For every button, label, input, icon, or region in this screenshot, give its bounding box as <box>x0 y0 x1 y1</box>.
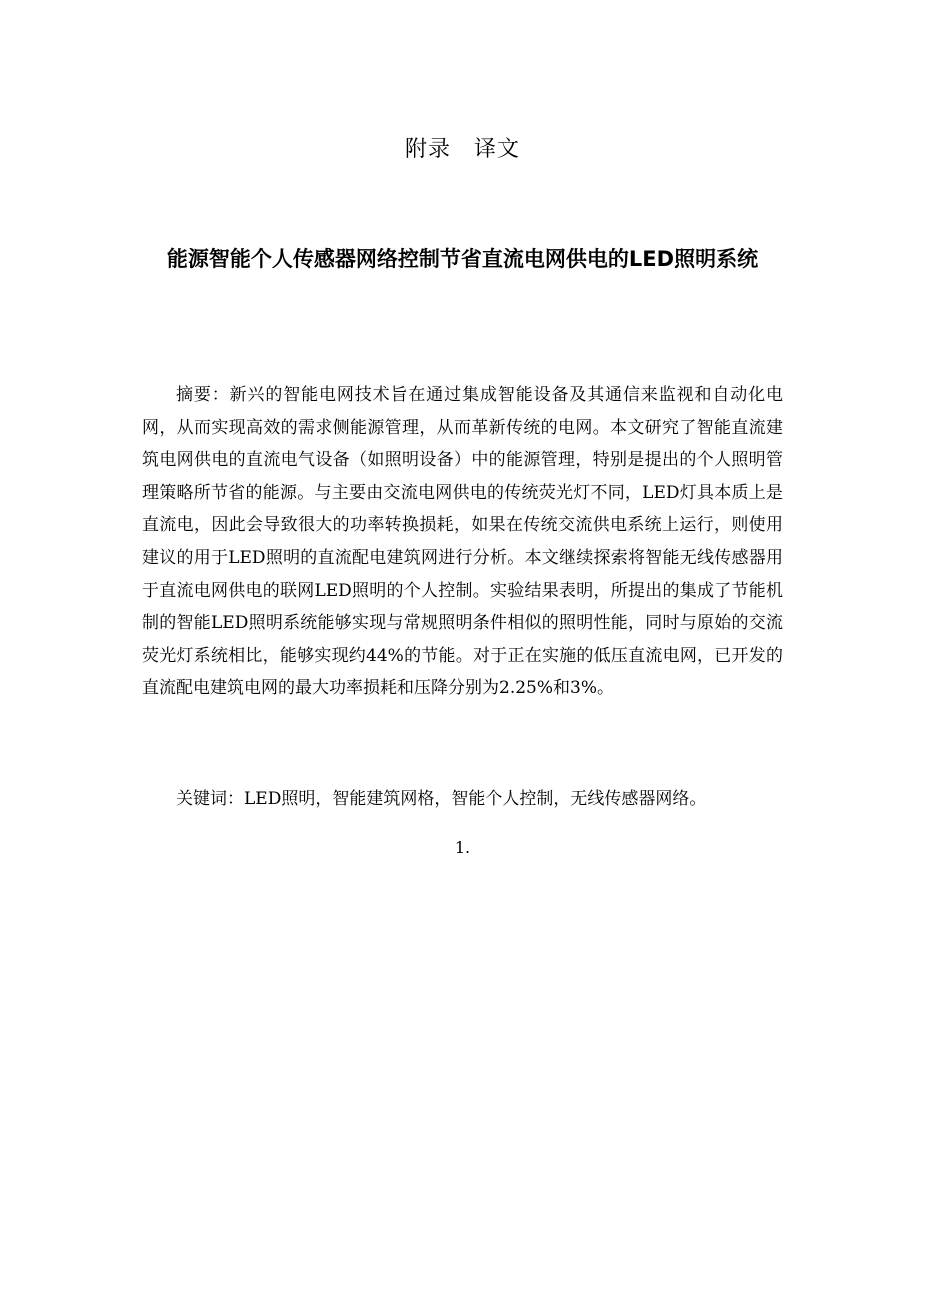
appendix-heading: 附录 译文 <box>404 137 520 162</box>
paper-title: 能源智能个人传感器网络控制节省直流电网供电的LED照明系统 <box>166 247 759 271</box>
keywords-paragraph: 关键词：LED照明，智能建筑网格，智能个人控制，无线传感器网络。 <box>176 789 707 809</box>
section-number: 1. <box>454 838 471 857</box>
abstract-paragraph: 摘要：新兴的智能电网技术旨在通过集成智能设备及其通信来监视和自动化电网，从而实现高效的需求侧能源管理，从而革新传统的电网。本文研究了智能直流建筑电网供电的直流电气设备（如照明设备）中的能源管理，特别是提出的个人照明管理策略所节省的能源。与主要由交流电网供电的传统荧光灯不同，LED灯具本质上是直流电，因此会导致很大的功率转换损耗，如果在传统交流供电系统上运行，则使用建议的用于LED照明的直流配电建筑网进行分析。本文继续探索将智能无线传感器用于直流电网供电的联网LED照明的个人控制。实验结果表明，所提出的集成了节能机制的智能LED照明系统能够实现与常规照明条件相似的照明性能，同时与原始的交流荧光灯系统相比，能够实现约44%的节能。对于正在实施的低压直流电网，已开发的直流配电建筑电网的最大功率损耗和压降分别为2.25%和3%。 <box>142 385 783 699</box>
